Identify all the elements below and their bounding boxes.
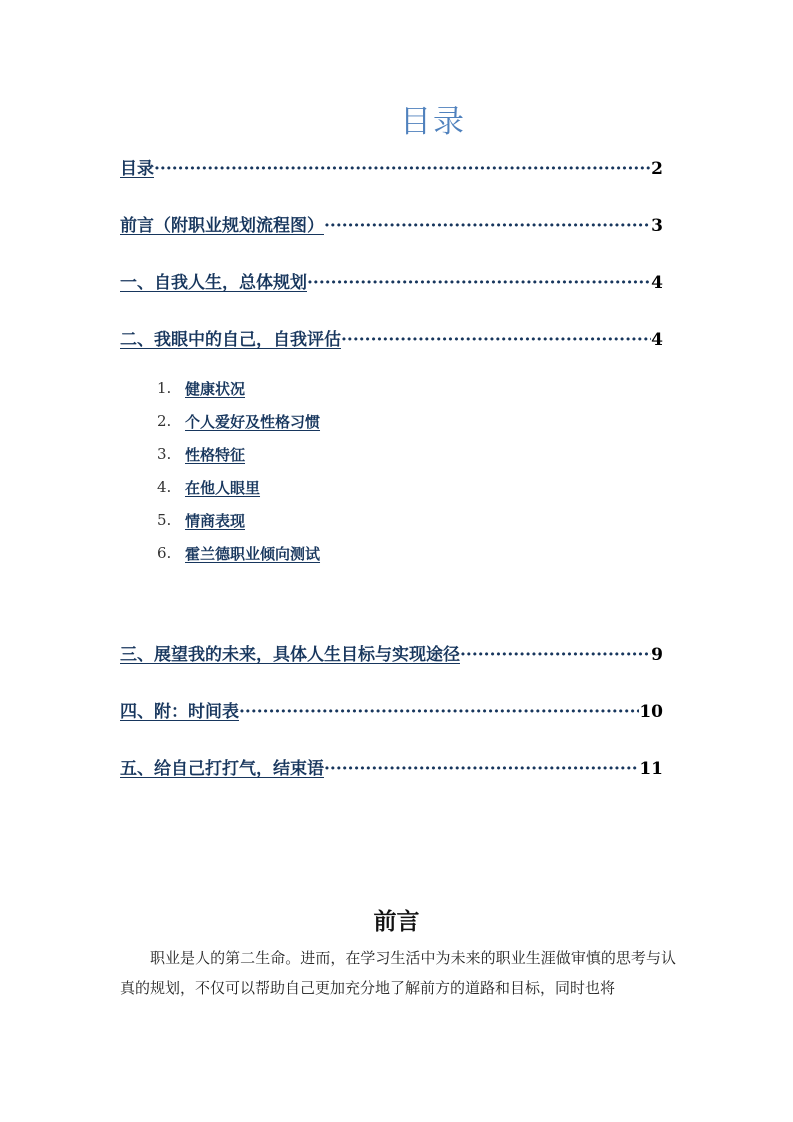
toc-leader-dots: [307, 273, 651, 293]
toc-sub-number: 1.: [157, 379, 172, 397]
toc-entry-label: 一、自我人生，总体规划: [120, 273, 307, 293]
toc-sub-item[interactable]: [157, 410, 320, 432]
toc-sub-item[interactable]: [157, 476, 260, 498]
toc-entry-section-2[interactable]: [120, 324, 663, 350]
toc-sub-item[interactable]: [157, 509, 245, 531]
toc-entry-section-5[interactable]: [120, 753, 663, 779]
toc-title: 目录: [400, 104, 466, 140]
toc-leader-dots: [460, 645, 651, 665]
toc-sub-number: 2.: [157, 412, 172, 430]
toc-entry-page: 2: [651, 159, 663, 179]
toc-entry-label: 四、附：时间表: [120, 702, 239, 722]
preface-paragraph: 职业是人的第二生命。进而，在学习生活中为未来的职业生涯做审慎的思考与认真的规划，不仅可以帮助自己更加充分地了解前方的道路和目标，同时也将: [120, 949, 676, 997]
toc-leader-dots: [341, 330, 651, 350]
toc-leader-dots: [239, 702, 639, 722]
toc-sub-label: 性格特征: [185, 445, 246, 464]
toc-entry-page: 3: [651, 216, 663, 236]
toc-sub-label: 健康状况: [185, 379, 246, 398]
toc-leader-dots: [324, 759, 639, 779]
toc-sub-number: 6.: [157, 544, 172, 562]
toc-entry-page: 4: [651, 273, 663, 293]
toc-entry-page: 11: [639, 759, 663, 779]
toc-entry-label: 五、给自己打打气，结束语: [120, 759, 324, 779]
toc-sub-item[interactable]: [157, 377, 245, 399]
toc-leader-dots: [154, 159, 651, 179]
toc-sub-label: 在他人眼里: [185, 478, 261, 497]
toc-entry-label: 目录: [120, 159, 154, 179]
toc-sub-label: 霍兰德职业倾向测试: [185, 544, 321, 563]
toc-entry-section-3[interactable]: [120, 639, 663, 665]
toc-entry-page: 4: [651, 330, 663, 350]
toc-entry-label: 三、展望我的未来，具体人生目标与实现途径: [120, 645, 460, 665]
toc-entry-page: 9: [651, 645, 663, 665]
toc-sub-label: 个人爱好及性格习惯: [185, 412, 321, 431]
toc-sub-item[interactable]: [157, 542, 320, 564]
toc-sub-item[interactable]: [157, 443, 245, 465]
toc-entry-section-1[interactable]: [120, 267, 663, 293]
toc-entry-section-4[interactable]: [120, 696, 663, 722]
toc-entry-label: 二、我眼中的自己，自我评估: [120, 330, 341, 350]
toc-entry-contents[interactable]: [120, 153, 663, 179]
toc-entry-page: 10: [639, 702, 663, 722]
toc-entry-label: 前言（附职业规划流程图）: [120, 216, 324, 236]
toc-sub-number: 4.: [157, 478, 172, 496]
toc-leader-dots: [324, 216, 651, 236]
toc-entry-preface[interactable]: [120, 210, 663, 236]
toc-sub-number: 3.: [157, 445, 172, 463]
preface-title: 前言: [373, 909, 420, 935]
toc-sub-number: 5.: [157, 511, 172, 529]
toc-sub-label: 情商表现: [185, 511, 246, 530]
